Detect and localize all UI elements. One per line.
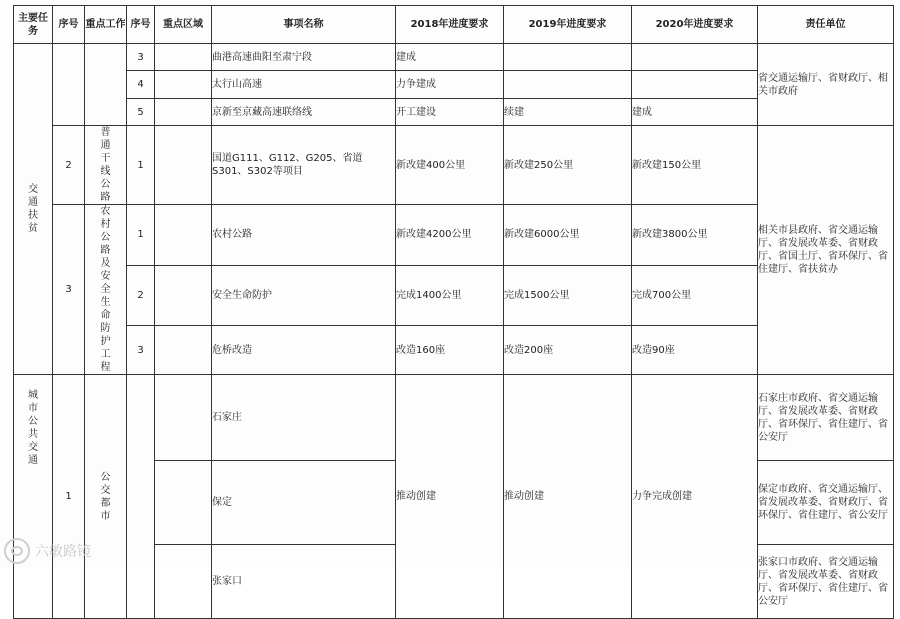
urban-2020: 力争完成创建 bbox=[632, 375, 758, 619]
section-transport-poverty: 交通扶贫 bbox=[14, 44, 53, 375]
empty-cell bbox=[85, 44, 127, 126]
row-2020 bbox=[632, 44, 758, 71]
header-seq: 序号 bbox=[53, 6, 85, 44]
row-2018: 建成 bbox=[396, 44, 504, 71]
row-2018: 新改建4200公里 bbox=[396, 205, 504, 266]
empty-cell bbox=[155, 265, 212, 326]
header-resp: 责任单位 bbox=[758, 6, 894, 44]
header-2018: 2018年进度要求 bbox=[396, 6, 504, 44]
group-seq: 2 bbox=[53, 126, 85, 205]
empty-cell bbox=[53, 44, 85, 126]
header-2019: 2019年进度要求 bbox=[504, 6, 632, 44]
resp-city2: 保定市政府、省交通运输厅、省发展改革委、省财政厅、省环保厅、省住建厅、省公安厅 bbox=[758, 461, 894, 545]
row-item: 太行山高速 bbox=[212, 71, 396, 99]
resp-city1: 石家庄市政府、省交通运输厅、省发展改革委、省财政厅、省环保厅、省住建厅、省公安厅 bbox=[758, 375, 894, 461]
row-seq: 5 bbox=[127, 99, 155, 126]
empty-cell bbox=[155, 326, 212, 375]
row-item: 国道G111、G112、G205、省道S301、S302等项目 bbox=[212, 126, 396, 205]
header-row bbox=[14, 6, 894, 44]
row-seq: 2 bbox=[127, 265, 155, 326]
empty-cell bbox=[155, 99, 212, 126]
row-2020: 新改建3800公里 bbox=[632, 205, 758, 266]
row-2020: 完成700公里 bbox=[632, 265, 758, 326]
urban-2019: 推动创建 bbox=[504, 375, 632, 619]
group-work: 公交都市 bbox=[85, 375, 127, 619]
empty-cell bbox=[155, 375, 212, 461]
empty-cell bbox=[155, 44, 212, 71]
empty-cell bbox=[155, 71, 212, 99]
watermark bbox=[4, 538, 91, 564]
row-2019: 续建 bbox=[504, 99, 632, 126]
row-seq: 1 bbox=[127, 126, 155, 205]
row-2020: 建成 bbox=[632, 99, 758, 126]
row-2019: 改造200座 bbox=[504, 326, 632, 375]
table-row bbox=[14, 44, 894, 71]
resp-city3: 张家口市政府、省交通运输厅、省发展改革委、省财政厅、省环保厅、省住建厅、省公安厅 bbox=[758, 545, 894, 619]
section-urban-transit: 城市公共交通 bbox=[14, 375, 53, 619]
row-2018: 改造160座 bbox=[396, 326, 504, 375]
row-2019: 完成1500公里 bbox=[504, 265, 632, 326]
header-item: 事项名称 bbox=[212, 6, 396, 44]
row-2018: 开工建设 bbox=[396, 99, 504, 126]
row-seq: 3 bbox=[127, 326, 155, 375]
row-2018: 力争建成 bbox=[396, 71, 504, 99]
group-seq: 3 bbox=[53, 205, 85, 375]
group-seq: 1 bbox=[53, 375, 85, 619]
row-item: 农村公路 bbox=[212, 205, 396, 266]
watermark-text: 六敏路镜 bbox=[35, 544, 91, 560]
empty-cell bbox=[155, 545, 212, 619]
row-item: 京新至京藏高速联络线 bbox=[212, 99, 396, 126]
row-2020: 新改建150公里 bbox=[632, 126, 758, 205]
chat-bubble-icon bbox=[4, 538, 30, 564]
row-item: 曲港高速曲阳至肃宁段 bbox=[212, 44, 396, 71]
table-row bbox=[14, 375, 894, 461]
row-item: 安全生命防护 bbox=[212, 265, 396, 326]
row-2019 bbox=[504, 71, 632, 99]
row-seq: 1 bbox=[127, 205, 155, 266]
empty-cell bbox=[155, 205, 212, 266]
resp-mid: 相关市县政府、省交通运输厅、省发展改革委、省财政厅、省国土厅、省环保厅、省住建厅、省扶贫办 bbox=[758, 126, 894, 375]
row-item: 危桥改造 bbox=[212, 326, 396, 375]
city-item: 石家庄 bbox=[212, 375, 396, 461]
header-key-work: 重点工作 bbox=[85, 6, 127, 44]
group-work: 农村公路及安全生命防护工程 bbox=[85, 205, 127, 375]
empty-cell bbox=[127, 375, 155, 619]
table-row bbox=[14, 126, 894, 205]
row-2018: 完成1400公里 bbox=[396, 265, 504, 326]
progress-table bbox=[13, 5, 894, 619]
row-2020: 改造90座 bbox=[632, 326, 758, 375]
header-region: 重点区域 bbox=[155, 6, 212, 44]
resp-top: 省交通运输厅、省财政厅、相关市政府 bbox=[758, 44, 894, 126]
row-2019: 新改建6000公里 bbox=[504, 205, 632, 266]
header-seq2: 序号 bbox=[127, 6, 155, 44]
row-2018: 新改建400公里 bbox=[396, 126, 504, 205]
city-item: 张家口 bbox=[212, 545, 396, 619]
group-work: 普通干线公路 bbox=[85, 126, 127, 205]
header-task: 主要任务 bbox=[14, 6, 53, 44]
row-2019: 新改建250公里 bbox=[504, 126, 632, 205]
empty-cell bbox=[155, 461, 212, 545]
row-seq: 3 bbox=[127, 44, 155, 71]
city-item: 保定 bbox=[212, 461, 396, 545]
row-2019 bbox=[504, 44, 632, 71]
row-2020 bbox=[632, 71, 758, 99]
row-seq: 4 bbox=[127, 71, 155, 99]
empty-cell bbox=[155, 126, 212, 205]
urban-2018: 推动创建 bbox=[396, 375, 504, 619]
header-2020: 2020年进度要求 bbox=[632, 6, 758, 44]
